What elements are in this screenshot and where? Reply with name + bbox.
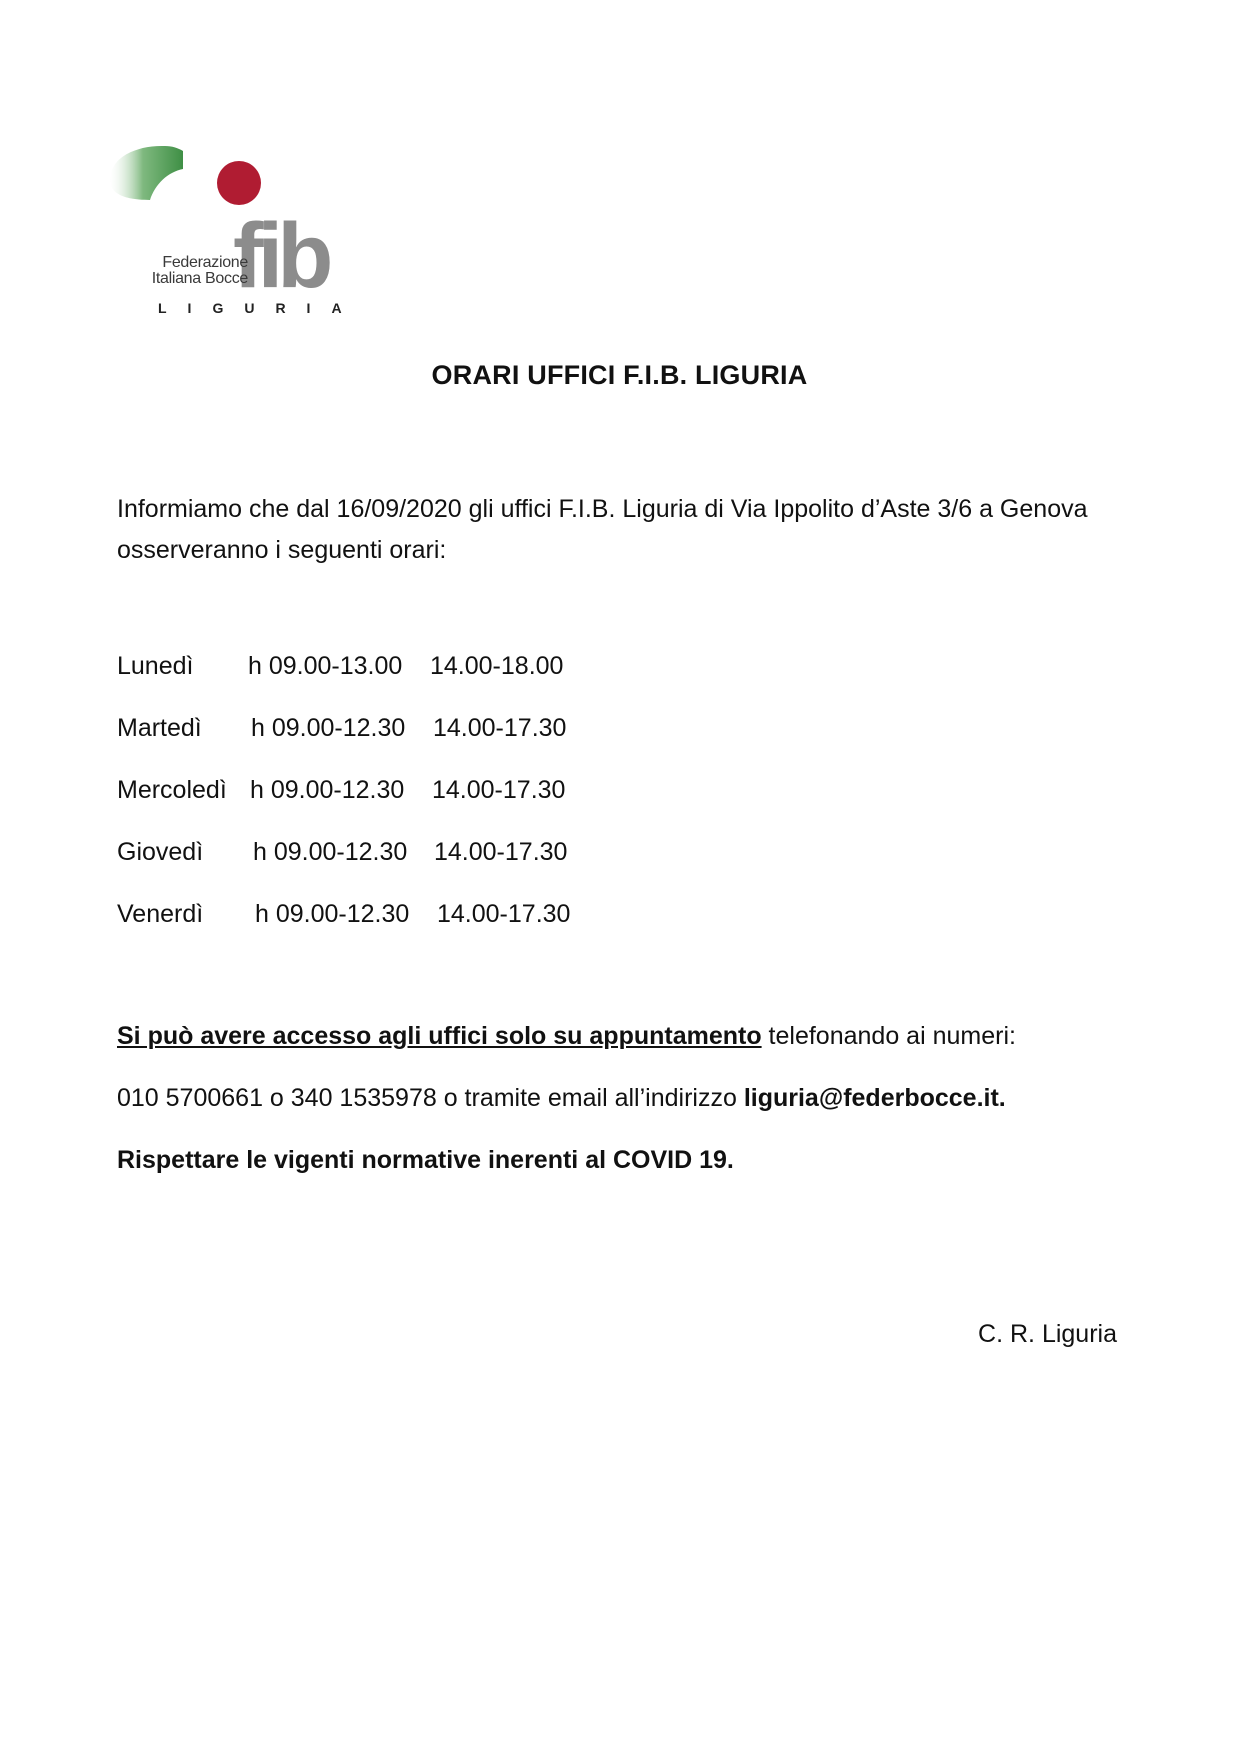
- access-notice: [117, 1022, 1016, 1051]
- logo-federazione-text: [138, 255, 248, 287]
- morning-hours: h 09.00-12.30: [255, 900, 410, 928]
- office-hours-list: [117, 652, 817, 962]
- morning-hours: h 09.00-12.30: [253, 838, 408, 866]
- day-label: Giovedì: [117, 838, 204, 866]
- signature: C. R. Liguria: [978, 1320, 1117, 1348]
- afternoon-hours: 14.00-17.30: [434, 838, 568, 866]
- email-address: liguria@federbocce.it.: [743, 1084, 1006, 1112]
- morning-hours: h 09.00-13.00: [248, 652, 403, 680]
- afternoon-hours: 14.00-17.30: [432, 776, 566, 804]
- morning-hours: h 09.00-12.30: [251, 714, 406, 742]
- afternoon-hours: 14.00-18.00: [430, 652, 564, 680]
- list-item: [117, 776, 817, 838]
- phone-numbers-text: 010 5700661 o 340 1535978 o tramite email all’indirizzo: [117, 1084, 744, 1112]
- list-item: [117, 714, 817, 776]
- covid-notice: Rispettare le vigenti normative inerenti al COVID 19.: [117, 1146, 734, 1174]
- day-label: Lunedì: [117, 652, 194, 680]
- logo-fib-text: fib: [233, 205, 328, 307]
- list-item: [117, 900, 817, 962]
- morning-hours: h 09.00-12.30: [250, 776, 405, 804]
- intro-paragraph: Informiamo che dal 16/09/2020 gli uffici F.I.B. Liguria di Via Ippolito d’Aste 3/6 a Genova osserveranno i seguenti orari:: [117, 495, 1088, 564]
- access-notice-bold: Si può avere accesso agli uffici solo su appuntamento: [117, 1022, 762, 1050]
- contact-line: [117, 1084, 1006, 1113]
- day-label: Martedì: [117, 714, 202, 742]
- list-item: [117, 838, 817, 900]
- fib-liguria-logo: [110, 140, 363, 325]
- afternoon-hours: 14.00-17.30: [433, 714, 567, 742]
- list-item: [117, 652, 817, 714]
- page-title: ORARI UFFICI F.I.B. LIGURIA: [431, 360, 808, 390]
- day-label: Venerdì: [117, 900, 204, 928]
- afternoon-hours: 14.00-17.30: [437, 900, 571, 928]
- day-label: Mercoledì: [117, 776, 227, 804]
- logo-liguria-text: LIGURIA: [158, 300, 363, 316]
- logo-line-italiana-bocce: Italiana Bocce: [151, 270, 248, 287]
- access-notice-rest: telefonando ai numeri:: [761, 1022, 1016, 1050]
- logo-line-federazione: Federazione: [162, 254, 248, 271]
